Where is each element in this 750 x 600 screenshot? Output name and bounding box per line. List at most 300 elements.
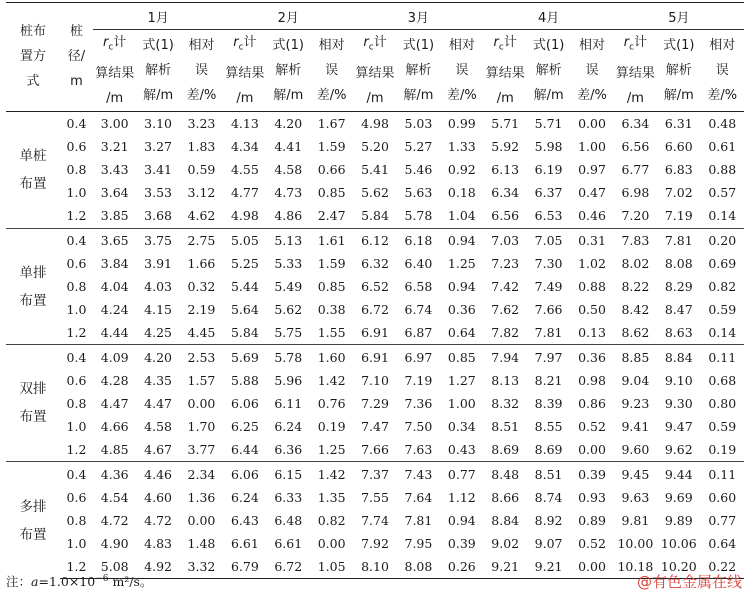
header-layout: 桩布 置方 式 — [6, 3, 60, 112]
value-cell: 6.48 — [274, 512, 303, 528]
value-cell: 10.06 — [660, 536, 697, 552]
value-cell: 8.32 — [491, 395, 520, 411]
subheader-formula: 式(1) 解析 解/m — [397, 30, 440, 112]
value-cell: 3.10 — [136, 111, 179, 135]
value-cell: 5.96 — [274, 372, 303, 388]
value-cell: 7.94 — [484, 345, 527, 369]
value-cell: 4.09 — [93, 345, 136, 369]
value-cell: 6.18 — [397, 228, 440, 252]
value-cell: 4.60 — [144, 489, 172, 505]
value-cell: 3.21 — [100, 138, 129, 154]
value-cell: 5.41 — [361, 162, 389, 178]
value-cell: 6.74 — [404, 302, 433, 318]
value-cell: 7.62 — [491, 302, 520, 318]
value-cell: 3.85 — [100, 208, 129, 224]
value-cell: 0.85 — [440, 345, 483, 369]
value-cell: 9.02 — [491, 536, 520, 552]
diameter-cell: 0.6 — [66, 138, 87, 154]
value-cell: 3.53 — [144, 185, 172, 201]
value-cell: 4.47 — [100, 395, 129, 411]
value-cell: 3.65 — [93, 228, 136, 252]
value-cell: 0.92 — [447, 162, 476, 178]
table-row — [6, 345, 744, 369]
value-cell: 7.66 — [361, 442, 389, 458]
value-cell: 0.00 — [187, 395, 216, 411]
value-cell: 6.56 — [491, 208, 520, 224]
value-cell: 1.35 — [317, 489, 346, 505]
header-month-1: 1月 — [93, 3, 223, 30]
value-cell: 0.94 — [447, 279, 476, 294]
value-cell: 5.84 — [361, 208, 389, 224]
value-cell: 2.75 — [180, 228, 223, 252]
diameter-cell: 0.8 — [66, 162, 87, 178]
value-cell: 4.34 — [230, 138, 259, 154]
value-cell: 7.03 — [484, 228, 527, 252]
value-cell: 8.84 — [657, 345, 700, 369]
value-cell: 3.00 — [93, 111, 136, 135]
value-cell: 6.36 — [274, 442, 303, 458]
value-cell: 5.78 — [267, 345, 310, 369]
value-cell: 9.30 — [664, 395, 693, 411]
value-cell: 0.61 — [708, 138, 737, 154]
value-cell: 0.39 — [447, 536, 476, 552]
value-cell: 0.11 — [700, 345, 744, 369]
table-row — [6, 369, 744, 392]
value-cell: 5.92 — [491, 138, 520, 154]
value-cell: 3.91 — [144, 255, 172, 271]
value-cell: 0.64 — [447, 325, 476, 341]
value-cell: 0.46 — [578, 208, 606, 224]
value-cell: 1.66 — [187, 255, 216, 271]
value-cell: 10.18 — [614, 555, 657, 579]
value-cell: 0.80 — [708, 395, 737, 411]
layout-cell: 单桩 布置 — [6, 111, 60, 228]
value-cell: 8.69 — [491, 442, 520, 458]
value-cell: 0.13 — [578, 325, 606, 341]
value-cell: 4.66 — [100, 419, 129, 435]
value-cell: 4.86 — [274, 208, 303, 224]
subheader-formula: 式(1) 解析 解/m — [657, 30, 700, 112]
value-cell: 4.85 — [100, 442, 129, 458]
diameter-cell: 0.4 — [60, 462, 93, 486]
diameter-cell: 1.0 — [66, 536, 87, 552]
value-cell: 8.39 — [534, 395, 563, 411]
value-cell: 7.64 — [404, 489, 433, 505]
value-cell: 0.19 — [708, 442, 737, 458]
value-cell: 1.42 — [317, 372, 346, 388]
subheader-error: 相对 误 差/% — [180, 30, 223, 112]
value-cell: 3.12 — [187, 185, 216, 201]
value-cell: 6.06 — [230, 395, 259, 411]
value-cell: 4.41 — [274, 138, 303, 154]
value-cell: 6.15 — [267, 462, 310, 486]
value-cell: 0.60 — [708, 489, 737, 505]
value-cell: 0.99 — [440, 111, 483, 135]
value-cell: 0.32 — [187, 279, 216, 294]
value-cell: 4.58 — [144, 419, 172, 435]
value-cell: 7.83 — [614, 228, 657, 252]
diameter-cell: 1.2 — [66, 208, 87, 224]
value-cell: 3.77 — [187, 442, 216, 458]
value-cell: 0.36 — [570, 345, 613, 369]
value-cell: 0.86 — [578, 395, 606, 411]
value-cell: 6.98 — [621, 185, 650, 201]
value-cell: 1.67 — [310, 111, 353, 135]
diameter-cell: 0.8 — [66, 279, 87, 294]
value-cell: 0.47 — [578, 185, 606, 201]
value-cell: 5.27 — [404, 138, 433, 154]
value-cell: 1.25 — [447, 255, 476, 271]
layout-cell: 多排 布置 — [6, 462, 60, 579]
table-row — [6, 321, 744, 345]
value-cell: 9.62 — [664, 442, 693, 458]
value-cell: 5.64 — [230, 302, 259, 318]
value-cell: 8.51 — [527, 462, 570, 486]
header-diameter: 桩 径/ m — [60, 3, 93, 112]
diameter-cell: 1.0 — [66, 302, 87, 318]
value-cell: 5.98 — [534, 138, 563, 154]
header-month-5: 5月 — [614, 3, 744, 30]
value-cell: 4.55 — [230, 162, 259, 178]
diameter-cell: 1.2 — [66, 325, 87, 341]
value-cell: 0.14 — [708, 325, 737, 341]
header-month-3: 3月 — [353, 3, 483, 30]
value-cell: 8.08 — [664, 255, 693, 271]
value-cell: 1.36 — [187, 489, 216, 505]
value-cell: 5.84 — [230, 325, 259, 341]
value-cell: 1.25 — [317, 442, 346, 458]
table-body — [6, 111, 744, 579]
value-cell: 0.26 — [440, 555, 483, 579]
value-cell: 0.64 — [708, 536, 737, 552]
value-cell: 7.82 — [491, 325, 520, 341]
value-cell: 9.69 — [664, 489, 693, 505]
value-cell: 6.31 — [657, 111, 700, 135]
value-cell: 0.94 — [447, 512, 476, 528]
value-cell: 3.23 — [180, 111, 223, 135]
value-cell: 0.00 — [187, 512, 216, 528]
table-row — [6, 438, 744, 462]
value-cell: 3.32 — [180, 555, 223, 579]
value-cell: 2.53 — [180, 345, 223, 369]
value-cell: 4.46 — [136, 462, 179, 486]
subheader-row — [6, 30, 744, 112]
value-cell: 3.27 — [144, 138, 172, 154]
value-cell: 0.69 — [708, 255, 737, 271]
subheader-rc-result: $r_c$计 算结果 /m — [93, 30, 136, 112]
value-cell: 4.20 — [136, 345, 179, 369]
value-cell: 9.21 — [527, 555, 570, 579]
value-cell: 7.23 — [491, 255, 520, 271]
value-cell: 8.10 — [353, 555, 396, 579]
subheader-error: 相对 误 差/% — [310, 30, 353, 112]
value-cell: 9.81 — [621, 512, 650, 528]
diameter-cell: 0.4 — [60, 345, 93, 369]
subheader-rc-result: $r_c$计 算结果 /m — [614, 30, 657, 112]
table-row — [6, 392, 744, 415]
header-month-4: 4月 — [484, 3, 614, 30]
table-row — [6, 111, 744, 135]
table-row — [6, 532, 744, 555]
value-cell: 7.81 — [657, 228, 700, 252]
value-cell: 4.67 — [144, 442, 172, 458]
value-cell: 0.88 — [708, 162, 737, 178]
value-cell: 8.08 — [397, 555, 440, 579]
value-cell: 8.21 — [534, 372, 563, 388]
table-header — [6, 3, 744, 112]
value-cell: 0.38 — [317, 302, 346, 318]
value-cell: 0.85 — [317, 279, 346, 294]
value-cell: 9.21 — [484, 555, 527, 579]
value-cell: 5.88 — [230, 372, 259, 388]
value-cell: 5.71 — [484, 111, 527, 135]
table-row — [6, 158, 744, 181]
value-cell: 6.60 — [664, 138, 693, 154]
table-row — [6, 298, 744, 321]
data-table — [6, 2, 744, 579]
value-cell: 7.97 — [527, 345, 570, 369]
value-cell: 7.43 — [397, 462, 440, 486]
value-cell: 3.64 — [100, 185, 129, 201]
value-cell: 1.33 — [447, 138, 476, 154]
note-exponent: −6 — [95, 573, 109, 584]
watermark: @有色金属在线 — [636, 573, 742, 591]
diameter-cell: 0.6 — [66, 489, 87, 505]
table-row — [6, 252, 744, 275]
value-cell: 0.93 — [578, 489, 606, 505]
value-cell: 4.73 — [274, 185, 303, 201]
value-cell: 4.54 — [100, 489, 129, 505]
value-cell: 6.11 — [274, 395, 303, 411]
diameter-cell: 0.6 — [66, 372, 87, 388]
value-cell: 8.63 — [664, 325, 693, 341]
value-cell: 0.34 — [447, 419, 476, 435]
diameter-cell: 0.4 — [60, 111, 93, 135]
table-note — [6, 572, 152, 590]
value-cell: 9.07 — [534, 536, 563, 552]
value-cell: 8.74 — [534, 489, 563, 505]
table-row — [6, 275, 744, 298]
value-cell: 2.34 — [180, 462, 223, 486]
value-cell: 0.66 — [317, 162, 346, 178]
value-cell: 7.02 — [664, 185, 693, 201]
table-row — [6, 135, 744, 158]
value-cell: 1.12 — [447, 489, 476, 505]
value-cell: 9.45 — [614, 462, 657, 486]
diameter-cell: 0.8 — [66, 512, 87, 528]
value-cell: 4.83 — [144, 536, 172, 552]
value-cell: 1.60 — [310, 345, 353, 369]
value-cell: 8.29 — [664, 279, 693, 294]
subheader-formula: 式(1) 解析 解/m — [267, 30, 310, 112]
value-cell: 5.62 — [274, 302, 303, 318]
diameter-cell: 0.6 — [66, 255, 87, 271]
table-row — [6, 228, 744, 252]
value-cell: 0.20 — [700, 228, 744, 252]
value-cell: 4.47 — [144, 395, 172, 411]
value-cell: 6.44 — [230, 442, 259, 458]
value-cell: 7.63 — [404, 442, 433, 458]
value-cell: 7.05 — [527, 228, 570, 252]
value-cell: 1.00 — [578, 138, 606, 154]
value-cell: 1.42 — [310, 462, 353, 486]
value-cell: 8.13 — [491, 372, 520, 388]
value-cell: 9.04 — [621, 372, 650, 388]
value-cell: 0.48 — [700, 111, 744, 135]
value-cell: 5.08 — [93, 555, 136, 579]
value-cell: 0.14 — [708, 208, 737, 224]
value-cell: 8.47 — [664, 302, 693, 318]
value-cell: 1.57 — [187, 372, 216, 388]
value-cell: 0.52 — [578, 536, 606, 552]
table-row — [6, 204, 744, 228]
subheader-formula: 式(1) 解析 解/m — [136, 30, 179, 112]
value-cell: 6.40 — [404, 255, 433, 271]
value-cell: 0.85 — [317, 185, 346, 201]
value-cell: 0.82 — [708, 279, 737, 294]
value-cell: 7.19 — [664, 208, 693, 224]
diameter-cell: 0.8 — [66, 395, 87, 411]
value-cell: 9.41 — [621, 419, 650, 435]
value-cell: 3.68 — [144, 208, 172, 224]
value-cell: 0.59 — [708, 419, 737, 435]
value-cell: 7.81 — [534, 325, 563, 341]
value-cell: 4.13 — [223, 111, 266, 135]
subheader-rc-result: $r_c$计 算结果 /m — [353, 30, 396, 112]
value-cell: 1.61 — [310, 228, 353, 252]
value-cell: 1.59 — [317, 255, 346, 271]
value-cell: 9.60 — [621, 442, 650, 458]
value-cell: 4.28 — [100, 372, 129, 388]
value-cell: 7.49 — [534, 279, 563, 294]
value-cell: 7.74 — [361, 512, 389, 528]
table-row — [6, 181, 744, 204]
value-cell: 9.63 — [621, 489, 650, 505]
value-cell: 4.72 — [100, 512, 129, 528]
value-cell: 7.10 — [361, 372, 389, 388]
value-cell: 5.33 — [274, 255, 303, 271]
value-cell: 4.03 — [144, 279, 172, 294]
value-cell: 8.55 — [534, 419, 563, 435]
value-cell: 10.00 — [617, 536, 654, 552]
value-cell: 3.43 — [100, 162, 129, 178]
value-cell: 5.03 — [397, 111, 440, 135]
diameter-cell: 1.2 — [60, 555, 93, 579]
value-cell: 7.36 — [404, 395, 433, 411]
value-cell: 4.25 — [144, 325, 172, 341]
value-cell: 0.82 — [317, 512, 346, 528]
value-cell: 5.71 — [527, 111, 570, 135]
layout-cell: 单排 布置 — [6, 228, 60, 345]
value-cell: 0.11 — [700, 462, 744, 486]
value-cell: 6.19 — [534, 162, 563, 178]
value-cell: 0.68 — [708, 372, 737, 388]
value-cell: 7.30 — [534, 255, 563, 271]
value-cell: 6.06 — [223, 462, 266, 486]
value-cell: 0.31 — [570, 228, 613, 252]
value-cell: 5.62 — [361, 185, 389, 201]
value-cell: 0.77 — [708, 512, 737, 528]
value-cell: 4.04 — [100, 279, 129, 294]
value-cell: 0.43 — [447, 442, 476, 458]
value-cell: 6.61 — [274, 536, 303, 552]
value-cell: 10.20 — [657, 555, 700, 579]
value-cell: 0.59 — [708, 302, 737, 318]
header-month-2: 2月 — [223, 3, 353, 30]
table-row — [6, 509, 744, 532]
value-cell: 9.10 — [664, 372, 693, 388]
value-cell: 6.43 — [230, 512, 259, 528]
value-cell: 6.61 — [230, 536, 259, 552]
value-cell: 6.13 — [491, 162, 520, 178]
value-cell: 6.72 — [267, 555, 310, 579]
value-cell: 0.57 — [708, 185, 737, 201]
value-cell: 0.50 — [578, 302, 606, 318]
value-cell: 4.98 — [230, 208, 259, 224]
note-unit: m²/s。 — [108, 574, 153, 589]
value-cell: 7.20 — [621, 208, 650, 224]
value-cell: 7.81 — [404, 512, 433, 528]
value-cell: 8.42 — [621, 302, 650, 318]
value-cell: 6.34 — [614, 111, 657, 135]
value-cell: 6.77 — [621, 162, 650, 178]
value-cell: 2.47 — [317, 208, 346, 224]
subheader-rc-result: $r_c$计 算结果 /m — [223, 30, 266, 112]
value-cell: 4.62 — [187, 208, 216, 224]
value-cell: 6.72 — [361, 302, 389, 318]
subheader-error: 相对 误 差/% — [440, 30, 483, 112]
value-cell: 8.02 — [621, 255, 650, 271]
value-cell: 1.00 — [447, 395, 476, 411]
value-cell: 8.92 — [534, 512, 563, 528]
value-cell: 5.78 — [404, 208, 433, 224]
value-cell: 4.15 — [144, 302, 172, 318]
value-cell: 4.90 — [100, 536, 129, 552]
value-cell: 5.25 — [230, 255, 259, 271]
value-cell: 4.24 — [100, 302, 129, 318]
value-cell: 4.45 — [187, 325, 216, 341]
note-symbol: a — [31, 574, 39, 589]
table-row — [6, 415, 744, 438]
value-cell: 1.48 — [187, 536, 216, 552]
value-cell: 4.36 — [93, 462, 136, 486]
value-cell: 2.19 — [187, 302, 216, 318]
value-cell: 4.35 — [144, 372, 172, 388]
value-cell: 6.37 — [534, 185, 563, 201]
value-cell: 1.27 — [447, 372, 476, 388]
value-cell: 0.52 — [578, 419, 606, 435]
value-cell: 0.00 — [317, 536, 346, 552]
value-cell: 9.44 — [657, 462, 700, 486]
value-cell: 5.46 — [404, 162, 433, 178]
value-cell: 0.39 — [570, 462, 613, 486]
value-cell: 1.02 — [578, 255, 606, 271]
value-cell: 0.19 — [317, 419, 346, 435]
value-cell: 6.24 — [230, 489, 259, 505]
value-cell: 6.25 — [230, 419, 259, 435]
value-cell: 7.92 — [361, 536, 389, 552]
value-cell: 1.04 — [447, 208, 476, 224]
value-cell: 6.34 — [491, 185, 520, 201]
value-cell: 9.23 — [621, 395, 650, 411]
value-cell: 3.41 — [144, 162, 172, 178]
value-cell: 4.58 — [274, 162, 303, 178]
value-cell: 5.20 — [361, 138, 389, 154]
value-cell: 3.75 — [136, 228, 179, 252]
value-cell: 6.91 — [353, 345, 396, 369]
value-cell: 6.87 — [404, 325, 433, 341]
value-cell: 4.98 — [353, 111, 396, 135]
